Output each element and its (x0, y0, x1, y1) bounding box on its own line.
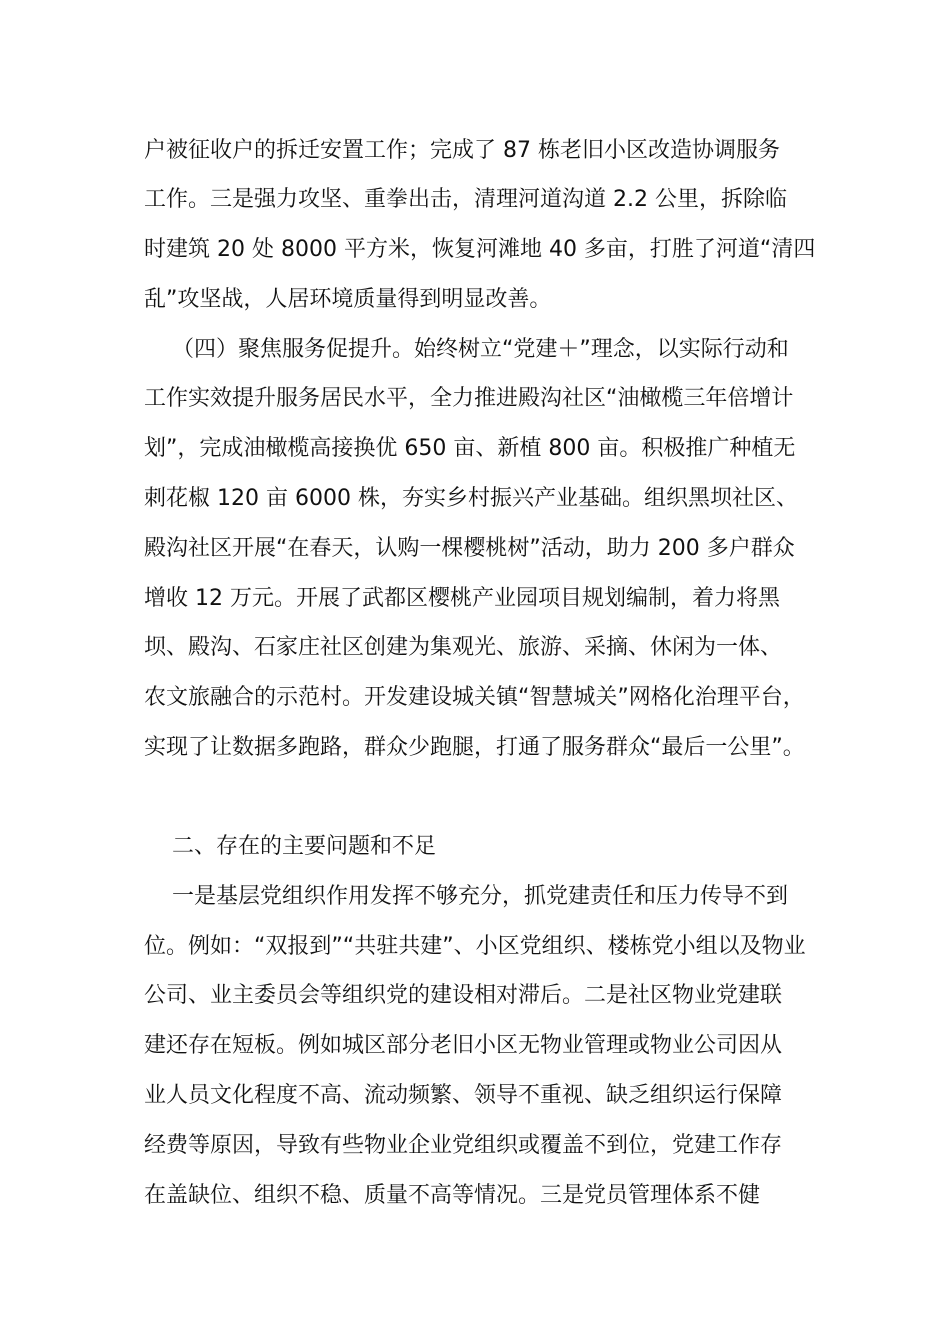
body-line: 划”，完成油橄榄高接换优 650 亩、新植 800 亩。积极推广种植无 (144, 436, 796, 461)
body-line: 农文旅融合的示范村。开发建设城关镇“智慧城关”网格化治理平台， (144, 685, 805, 710)
body-line: 户被征收户的拆迁安置工作；完成了 87 栋老旧小区改造协调服务 (144, 138, 780, 163)
body-line: 乱”攻坚战，人居环境质量得到明显改善。 (144, 287, 552, 312)
body-line: 殿沟社区开展“在春天，认购一棵樱桃树”活动，助力 200 多户群众 (144, 536, 795, 561)
body-line: 实现了让数据多跑路，群众少跑腿，打通了服务群众“最后一公里”。 (144, 735, 805, 760)
body-line: 工作。三是强力攻坚、重拳出击，清理河道沟道 2.2 公里，拆除临 (144, 187, 787, 212)
body-line: 建还存在短板。例如城区部分老旧小区无物业管理或物业公司因从 (144, 1033, 783, 1058)
body-line: 工作实效提升服务居民水平，全力推进殿沟社区“油橄榄三年倍增计 (144, 386, 794, 411)
body-line: 位。例如：“双报到”“共驻共建”、小区党组织、楼栋党小组以及物业 (144, 934, 806, 959)
section-title: 二、存在的主要问题和不足 (172, 834, 437, 859)
body-line: 一是基层党组织作用发挥不够充分，抓党建责任和压力传导不到 (172, 884, 789, 909)
section-heading-line: （四）聚焦服务促提升。始终树立“党建＋”理念，以实际行动和 (172, 337, 789, 362)
body-line: 时建筑 20 处 8000 平方米，恢复河滩地 40 多亩，打胜了河道“清四 (144, 237, 816, 262)
body-line: 公司、业主委员会等组织党的建设相对滞后。二是社区物业党建联 (144, 983, 783, 1008)
body-line: 增收 12 万元。开展了武都区樱桃产业园项目规划编制，着力将黑 (144, 586, 780, 611)
body-line: 在盖缺位、组织不稳、质量不高等情况。三是党员管理体系不健 (144, 1183, 761, 1208)
body-line: 刺花椒 120 亩 6000 株，夯实乡村振兴产业基础。组织黑坝社区、 (144, 486, 798, 511)
body-line: 业人员文化程度不高、流动频繁、领导不重视、缺乏组织运行保障 (144, 1083, 783, 1108)
body-line: 经费等原因，导致有些物业企业党组织或覆盖不到位，党建工作存 (144, 1133, 783, 1158)
body-line: 坝、殿沟、石家庄社区创建为集观光、旅游、采摘、休闲为一体、 (144, 635, 783, 660)
